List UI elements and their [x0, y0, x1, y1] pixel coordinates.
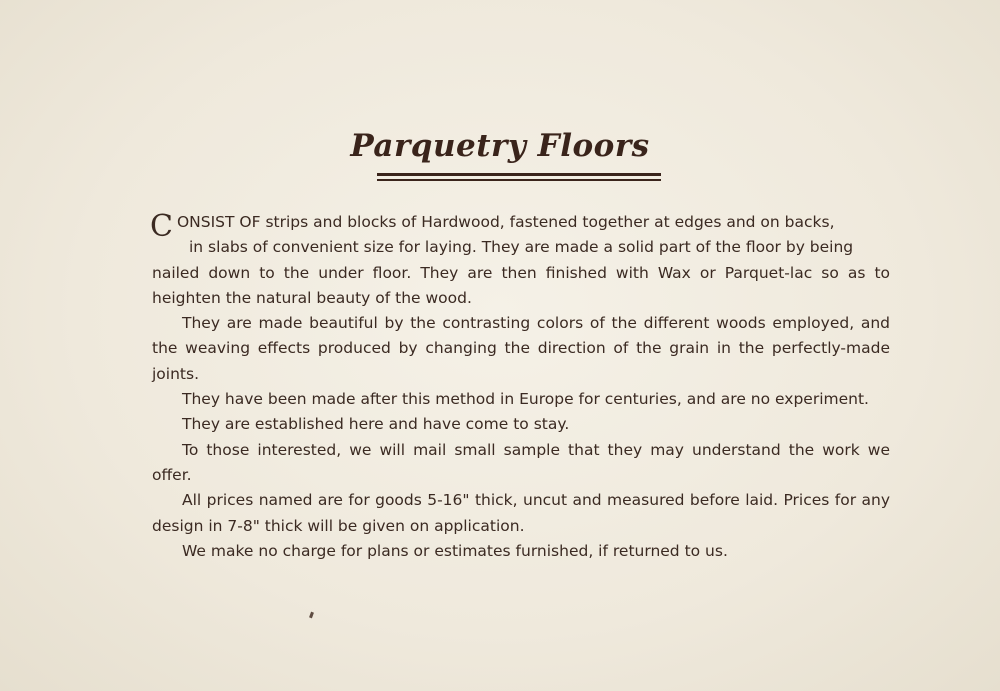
paragraph-established: They are established here and have come to stay. [182, 415, 570, 434]
paragraph-prices: All prices named are for goods 5-16" thick, uncut and measured before laid. Prices for any design in 7-8" thick will be given on application. [152, 491, 890, 535]
paragraph-no-charge: We make no charge for plans or estimates furnished, if returned to us. [182, 541, 728, 560]
title-rule-top [377, 173, 661, 176]
paragraph-beauty: They are made beautiful by the contrasting colors of the different woods employed, and the weaving effects produced by changing the direction of the grain in the perfectly-made joints. [152, 314, 890, 383]
ink-mark [309, 612, 314, 619]
drop-cap: C [150, 209, 173, 244]
intro-line-2: in slabs of convenient size for laying. They are made a solid part of the floor by being [189, 238, 854, 257]
intro-line-1: ONSIST OF strips and blocks of Hardwood, fastened together at edges and on backs, [176, 213, 835, 231]
intro-rest: nailed down to the under floor. They are then finished with Wax or Parquet-lac so as to heighten the natural beauty of the wood. [152, 263, 890, 307]
title-rule-bottom [377, 179, 661, 181]
intro-paragraph [152, 210, 890, 311]
body-text [152, 210, 890, 564]
paragraph-europe: They have been made after this method in Europe for centuries, and are no experiment. [182, 390, 869, 409]
page-title: Parquetry Floors [350, 128, 650, 164]
paragraph-sample: To those interested, we will mail small sample that they may understand the work we offer. [152, 440, 890, 484]
